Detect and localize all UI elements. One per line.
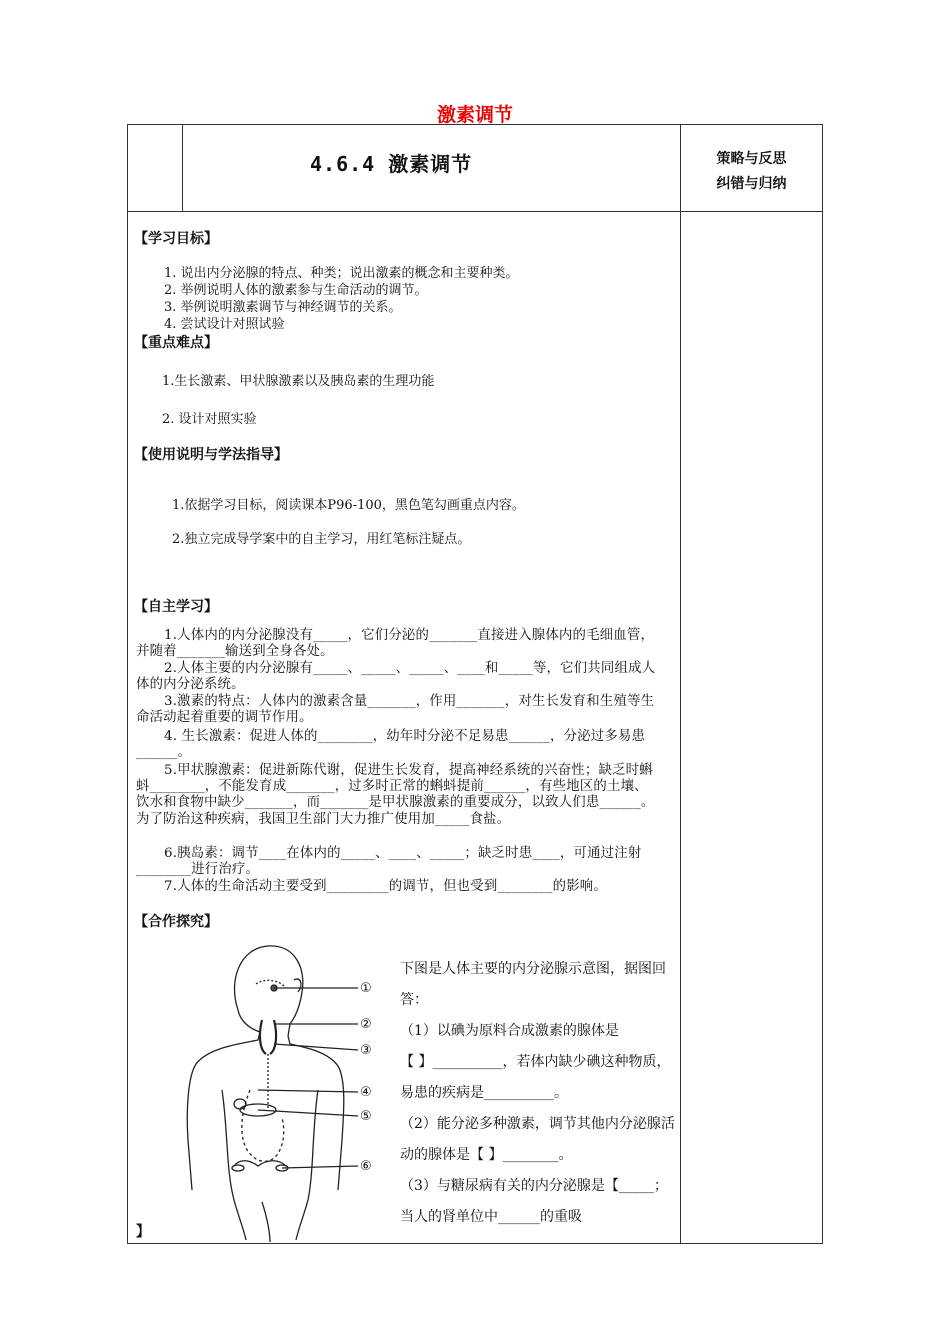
side-column-title-1: 策略与反思: [716, 151, 787, 167]
self-study-paragraph: 4. 生长激素：促进人体的________，幼年时分泌不足易患______，分泌过多易患______。: [136, 729, 646, 761]
question-1b: 【 】__________，若体内缺少碘这种物质，易患的疾病是__________。: [400, 1054, 671, 1101]
cooperation-questions: [400, 954, 676, 1233]
cooperation-heading: 【合作探究】: [134, 914, 218, 930]
self-study-paragraph: 3.激素的特点：人体内的激素含量_______，作用_______，对生长发育和生殖等生命活动起着重要的调节作用。: [136, 694, 655, 726]
brain-region: [256, 980, 284, 986]
objective-item: 3. 举例说明激素调节与神经调节的关系。: [164, 300, 402, 315]
question-2: （2）能分泌多种激素，调节其他内分泌腺活动的腺体是【 】________。: [400, 1116, 675, 1163]
question-3: （3）与糖尿病有关的内分泌腺是【_____；当人的肾单位中______的重吸: [400, 1178, 668, 1225]
neck-left: [187, 1032, 260, 1190]
answer-bracket: 】: [136, 1224, 150, 1240]
thyroid-gland: [260, 1020, 276, 1054]
face-outline: [238, 1010, 260, 1032]
self-study-heading: 【自主学习】: [134, 599, 218, 615]
key-point-item: 2. 设计对照实验: [162, 412, 257, 427]
ovary-left: [232, 1165, 244, 1171]
lesson-title: 4.6.4 激素调节: [310, 152, 473, 176]
objective-item: 2. 举例说明人体的激素参与生命活动的调节。: [164, 283, 428, 298]
pointer-line-3: [274, 1044, 358, 1050]
key-points-heading: 【重点难点】: [134, 335, 218, 351]
label-4: ④: [360, 1085, 372, 1100]
document-title: 激素调节: [436, 104, 513, 126]
side-column-title-2: 纠错与归纳: [716, 176, 787, 192]
label-5: ⑤: [360, 1109, 372, 1124]
self-study-paragraph: 1.人体内的内分泌腺没有_____，它们分泌的_______直接进入腺体内的毛细血管，并随着_______输送到全身各处。: [136, 628, 655, 660]
question-1a: （1）以碘为原料合成激素的腺体是: [400, 1023, 619, 1039]
guide-heading: 【使用说明与学法指导】: [134, 447, 288, 463]
ear-outline: [294, 979, 301, 992]
self-study-paragraph: 6.胰岛素：调节____在体内的_____、____、_____；缺乏时患____，可通过注射________进行治疗。: [136, 846, 642, 878]
self-study-paragraph: 2.人体主要的内分泌腺有_____、_____、_____、____和_____等，它们共同组成人体的内分泌系统。: [136, 661, 656, 693]
table-divider-left: [182, 124, 183, 211]
question-intro: 下图是人体主要的内分泌腺示意图，据图回答：: [400, 961, 666, 1008]
label-1: ①: [360, 981, 372, 996]
crotch: [262, 1202, 270, 1242]
digestive-tract: [242, 1090, 284, 1161]
endocrine-glands-figure: [178, 940, 398, 1242]
self-study-paragraph: 5.甲状腺激素：促进新陈代谢，促进生长发育，提高神经系统的兴奋性；缺乏时蝌蚪________，不能发育成_______，过多时正常的蝌蚪提前______，有些地区的土壤、饮水和食物中缺少_______，而_______是甲状腺激素的重要成分，以致人们患______。为了防治这种疾病，我国卫生部门大力推广使用加_____食盐。: [136, 763, 655, 827]
table-divider-right: [680, 124, 681, 1244]
objective-item: 4. 尝试设计对照试验: [164, 317, 285, 332]
self-study-paragraph: 7.人体的生命活动主要受到_________的调节，但也受到________的影响。: [164, 879, 607, 894]
guide-item: 1.依据学习目标，阅读课本P96-100，黑色笔勾画重点内容。: [172, 498, 525, 513]
table-header-rule: [127, 211, 823, 212]
objectives-heading: 【学习目标】: [134, 231, 218, 247]
guide-item: 2.独立完成导学案中的自主学习，用红笔标注疑点。: [172, 532, 471, 547]
label-3: ③: [360, 1043, 372, 1058]
pointer-line-6: [282, 1166, 358, 1168]
label-2: ②: [360, 1017, 372, 1032]
objective-item: 1. 说出内分泌腺的特点、种类；说出激素的概念和主要种类。: [164, 266, 519, 281]
label-6: ⑥: [360, 1159, 372, 1174]
key-point-item: 1.生长激素、甲状腺激素以及胰岛素的生理功能: [162, 374, 435, 389]
